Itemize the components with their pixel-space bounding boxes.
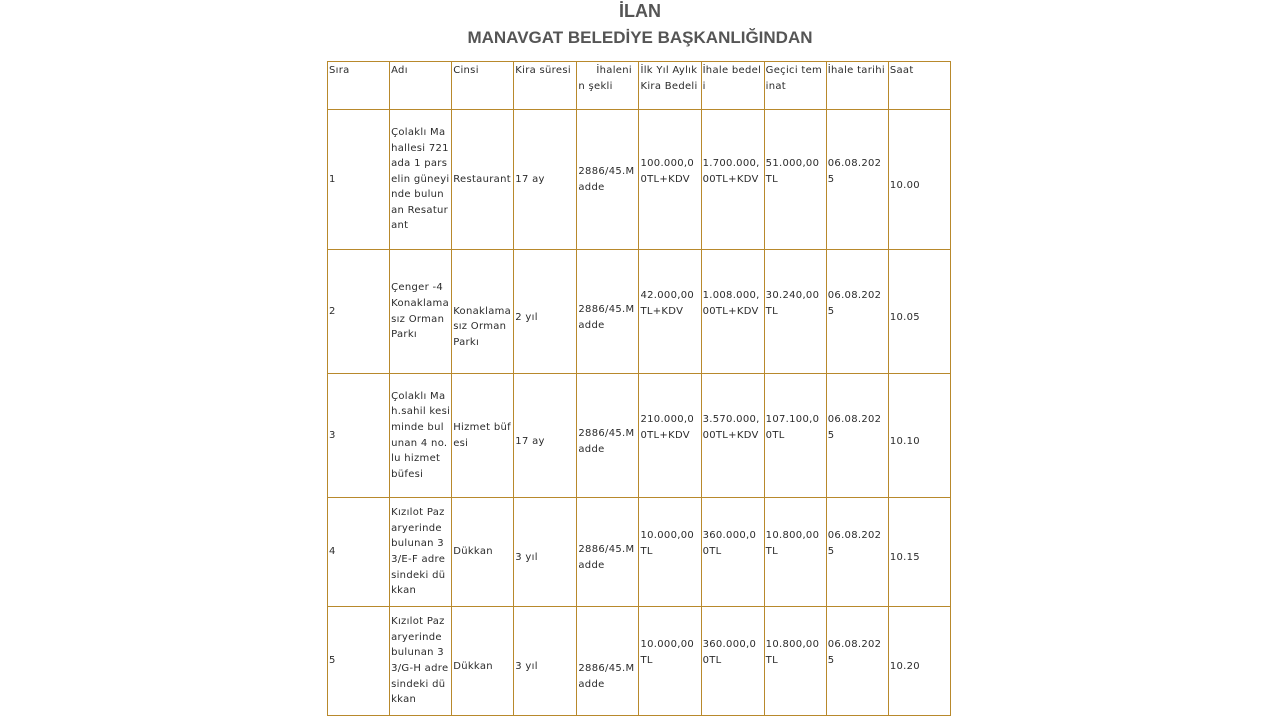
header-cell-ihale-sekli: İhalenin şekli — [577, 62, 639, 110]
cell-ihale-sekli — [577, 498, 639, 607]
header-cell-ihale-tarihi: İhale tarihi — [826, 62, 888, 110]
cell-saat-text: 10.15 — [889, 552, 920, 564]
header-cell-aylik-kira: İlk Yıl Aylık Kira Bedeli — [639, 62, 701, 110]
cell-adi: Çolaklı Mahallesi 721 ada 1 parselin güneyinde bulunan Resaturant — [390, 110, 452, 250]
cell-ihale-bedeli — [701, 498, 764, 607]
cell-adi: Kızılot Pazaryerinde bulunan 33/E-F adresindeki dükkan — [390, 498, 452, 607]
cell-ihale-sekli — [577, 250, 639, 374]
cell-kira-suresi-text: 17 ay — [515, 435, 545, 447]
tender-table — [327, 61, 951, 716]
cell-sira: 2 — [328, 250, 390, 374]
cell-aylik-kira-text: 100.000,00TL+KDV — [640, 157, 695, 185]
cell-ihale-bedeli — [701, 607, 764, 716]
cell-ihale-bedeli-text: 360.000,00TL — [702, 530, 757, 557]
cell-sira: 3 — [328, 374, 390, 498]
cell-aylik-kira-text: 10.000,00TL — [640, 530, 695, 557]
cell-cinsi: Dükkan — [452, 498, 514, 607]
cell-adi: Çolaklı Mah.sahil kesiminde bulunan 4 no.lu hizmet büfesi — [390, 374, 452, 498]
cell-aylik-kira — [639, 498, 701, 607]
table-row — [328, 250, 951, 374]
cell-sira: 4 — [328, 498, 390, 607]
cell-gecici-teminat-text: 51.000,00TL — [765, 157, 820, 185]
cell-ihale-sekli — [577, 374, 639, 498]
cell-gecici-teminat-text: 30.240,00TL — [765, 289, 820, 317]
cell-sira: 5 — [328, 607, 390, 716]
table-row — [328, 607, 951, 716]
cell-gecici-teminat — [764, 498, 826, 607]
cell-ihale-tarihi — [826, 110, 888, 250]
header-cell-saat: Saat — [888, 62, 950, 110]
cell-gecici-teminat — [764, 110, 826, 250]
cell-ihale-bedeli — [701, 110, 764, 250]
cell-ihale-tarihi-text: 06.08.2025 — [827, 639, 882, 666]
cell-ihale-tarihi — [826, 498, 888, 607]
cell-ihale-bedeli-text: 3.570.000,00TL+KDV — [702, 413, 760, 441]
cell-kira-suresi: 17 ay — [514, 110, 577, 250]
cell-cinsi — [452, 250, 514, 374]
cell-aylik-kira — [639, 110, 701, 250]
table-header-row — [328, 62, 951, 110]
cell-aylik-kira — [639, 607, 701, 716]
cell-cinsi — [452, 607, 514, 716]
cell-ihale-tarihi-text: 06.08.2025 — [827, 530, 882, 557]
cell-cinsi-text: Dükkan — [453, 661, 493, 673]
cell-ihale-bedeli-text: 1.700.000,00TL+KDV — [702, 157, 760, 185]
cell-gecici-teminat-text: 10.800,00TL — [765, 530, 820, 557]
cell-saat — [888, 498, 950, 607]
cell-kira-suresi-text: 3 yıl — [515, 661, 538, 673]
cell-gecici-teminat — [764, 250, 826, 374]
cell-kira-suresi — [514, 498, 577, 607]
cell-saat — [888, 607, 950, 716]
cell-kira-suresi-text: 3 yıl — [515, 552, 538, 564]
cell-gecici-teminat-text: 107.100,00TL — [765, 413, 820, 441]
cell-ihale-sekli-text: 2886/45.Madde — [578, 662, 635, 690]
cell-ihale-bedeli — [701, 374, 764, 498]
cell-saat-text: 10.10 — [889, 435, 920, 447]
cell-aylik-kira-text: 42.000,00TL+KDV — [640, 289, 695, 317]
document-subtitle: MANAVGAT BELEDİYE BAŞKANLIĞINDAN — [467, 28, 813, 47]
document-title: İLAN — [619, 1, 661, 21]
cell-aylik-kira-text: 210.000,00TL+KDV — [640, 413, 695, 441]
cell-gecici-teminat — [764, 607, 826, 716]
cell-saat — [888, 250, 950, 374]
cell-gecici-teminat — [764, 374, 826, 498]
cell-saat — [888, 110, 950, 250]
cell-aylik-kira-text: 10.000,00TL — [640, 639, 695, 666]
cell-ihale-sekli-text: 2886/45.Madde — [578, 303, 635, 331]
cell-ihale-tarihi — [826, 250, 888, 374]
cell-ihale-sekli-text: 2886/45.Madde — [578, 427, 635, 455]
cell-cinsi: Hizmet büfesi — [452, 374, 514, 498]
cell-cinsi: Restaurant — [452, 110, 514, 250]
cell-ihale-tarihi-text: 06.08.2025 — [827, 289, 882, 317]
cell-kira-suresi — [514, 250, 577, 374]
cell-ihale-sekli-text: 2886/45.Madde — [578, 544, 635, 571]
cell-ihale-tarihi-text: 06.08.2025 — [827, 157, 882, 185]
cell-ihale-sekli: 2886/45.Madde — [577, 110, 639, 250]
cell-ihale-tarihi — [826, 374, 888, 498]
cell-ihale-bedeli-text: 1.008.000,00TL+KDV — [702, 289, 760, 317]
cell-cinsi-text: Konaklamasız Orman Parkı — [453, 305, 512, 348]
cell-aylik-kira — [639, 374, 701, 498]
cell-aylik-kira — [639, 250, 701, 374]
header-cell-kira-suresi: Kira süresi — [514, 62, 577, 110]
header-cell-gecici-teminat: Geçici teminat — [764, 62, 826, 110]
cell-saat-text: 10.05 — [889, 311, 920, 323]
cell-kira-suresi — [514, 374, 577, 498]
cell-ihale-bedeli-text: 360.000,00TL — [702, 639, 757, 666]
header-cell-sira: Sıra — [328, 62, 390, 110]
table-row — [328, 374, 951, 498]
cell-ihale-tarihi — [826, 607, 888, 716]
cell-saat-text: 10.00 — [889, 179, 920, 191]
cell-gecici-teminat-text: 10.800,00TL — [765, 639, 820, 666]
header-cell-ihale-bedeli: İhale bedeli — [701, 62, 764, 110]
header-cell-adi: Adı — [390, 62, 452, 110]
cell-sira: 1 — [328, 110, 390, 250]
cell-kira-suresi-text: 2 yıl — [515, 311, 538, 323]
table-row — [328, 110, 951, 250]
header-cell-cinsi: Cinsi — [452, 62, 514, 110]
cell-adi: Kızılot Pazaryerinde bulunan 33/G-H adresindeki dükkan — [390, 607, 452, 716]
cell-kira-suresi — [514, 607, 577, 716]
table-row — [328, 498, 951, 607]
cell-ihale-tarihi-text: 06.08.2025 — [827, 413, 882, 441]
cell-ihale-sekli — [577, 607, 639, 716]
cell-adi: Çenger -4 Konaklamasız Orman Parkı — [390, 250, 452, 374]
cell-saat-text: 10.20 — [889, 661, 920, 673]
cell-ihale-bedeli — [701, 250, 764, 374]
cell-saat — [888, 374, 950, 498]
